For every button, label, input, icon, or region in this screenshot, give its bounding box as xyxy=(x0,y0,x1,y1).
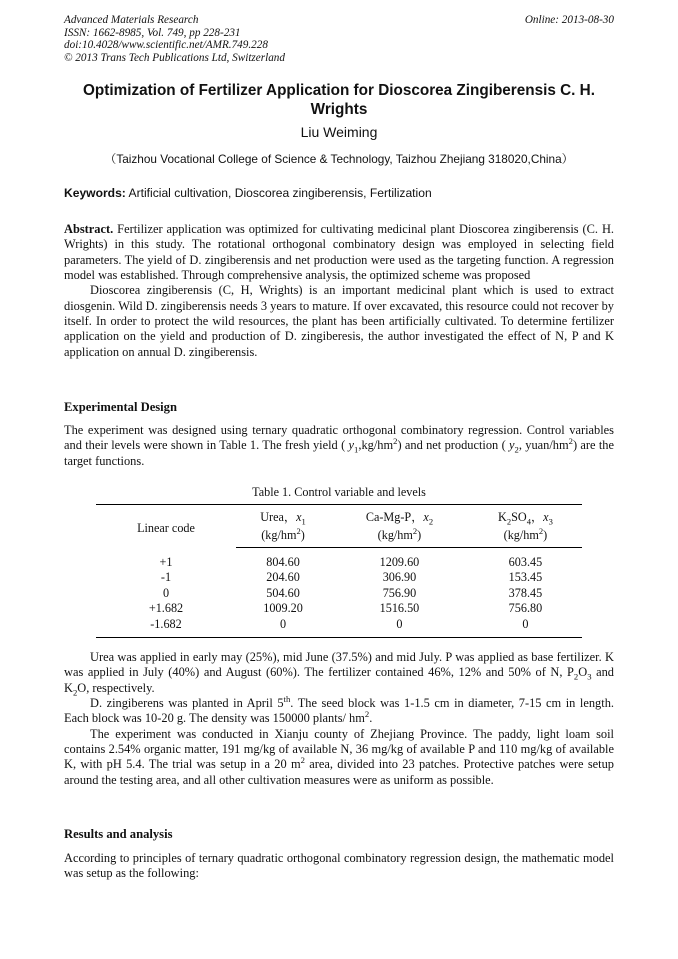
results-paragraph: According to principles of ternary quadratic orthogonal combinatory regression design, the mathematic model was setup as the following: xyxy=(64,851,614,881)
author-affiliation: （Taizhou Vocational College of Science & Technology, Taizhou Zhejiang 318020,China） xyxy=(104,152,574,166)
table-row: -1 204.60 306.90 153.45 xyxy=(160,570,543,585)
results-heading: Results and analysis xyxy=(64,827,173,841)
unit-k2so4: $(kg/hm^2)$ xyxy=(469,526,582,548)
journal-name: Advanced Materials Research xyxy=(64,14,199,26)
site-paragraph: The experiment was conducted in Xianju county of Zhejiang Province. The paddy, light loam soil contains 2.54% organic matter, 191 mg/kg of available N, 36 mg/kg of available P and 110 mg/kg of available K, with pH 5.4. The trial was setup in a 20 $m^2$ area, divided into 23 patches. Protective patches were setup around the testing area, and all other cultivation measures were as uniform as possible. xyxy=(64,726,614,787)
header-linear-code: Linear code xyxy=(96,505,236,548)
methods-section xyxy=(64,650,614,788)
online-date: Online: 2013-08-30 xyxy=(524,14,614,26)
paper-title: Optimization of Fertilizer Application for Dioscorea Zingiberensis C. H. Wrights xyxy=(83,82,595,118)
copyright-line: © 2013 Trans Tech Publications Ltd, Switzerland xyxy=(64,51,285,64)
header-ca-mg-p: Ca-Mg-P，$x_2$ xyxy=(330,505,469,527)
planting-paragraph: D. zingiberens was planted in April 5th. The seed block was 1-1.5 cm in diameter, 7-15 cm in length. Each block was 10-20 g. The density was 150000 plants/ $hm^2$. xyxy=(64,693,614,726)
abstract-text: Fertilizer application was optimized for cultivating medicinal plant Dioscorea zingiberensis (C. H. Wrights) in this study. The rotational orthogonal combinatory design was employed in selecting field parameters. The yield of D. zingiberensis and net production were used as the targeting function. A regression model was established. Through comprehensive analysis, the optimized scheme was proposed xyxy=(64,222,614,283)
fertilizer-paragraph: Urea was applied in early may (25%), mid June (37.5%) and mid July. P was applied as base fertilizer. K was applied in July (40%) and August (60%). The fertilizer contained 46%, 12% and 50% of N, $P_2O_3$ and $K_2O$, respectively. xyxy=(64,650,614,698)
header-k2so4: $K_2SO_4$，$x_3$ xyxy=(469,505,582,527)
abstract-paragraph xyxy=(64,222,614,283)
table-row: +1.682 1009.20 1516.50 756.80 xyxy=(148,601,543,616)
doi-line: doi:10.4028/www.scientific.net/AMR.749.228 xyxy=(64,39,268,52)
issn-line: ISSN: 1662-8985, Vol. 749, pp 228-231 xyxy=(64,26,241,39)
table-row: -1.682 0 0 0 xyxy=(96,617,582,638)
control-variable-table xyxy=(96,504,582,638)
keywords xyxy=(64,186,614,200)
table-caption: Table 1. Control variable and levels xyxy=(252,485,426,499)
table-row: +1 804.60 1209.60 603.45 xyxy=(159,554,543,569)
keywords-label: Keywords: xyxy=(64,186,126,200)
unit-ca-mg-p: $(kg/hm^2)$ xyxy=(330,526,469,548)
intro-paragraph: Dioscorea zingiberensis (C, H, Wrights) is an important medicinal plant which is used to extract diosgenin. Wild D. zingiberensis needs 3 years to mature. If over excavated, this resource could not recover by itself. In order to protect the wild resources, the plant has been artificially cultivated. To determine fertilizer application on the yield and production of D. zingiberesis, the author investigated the effect of N, P and K application on annual D. zingiberensis. xyxy=(64,283,614,359)
header-urea: Urea，$x_1$ xyxy=(236,505,330,527)
experimental-heading: Experimental Design xyxy=(64,400,177,414)
unit-urea: $(kg/hm^2)$ xyxy=(236,526,330,548)
abstract-section xyxy=(64,222,614,360)
experimental-paragraph: The experiment was designed using ternary quadratic orthogonal combinatory regression. Control variables and their levels were shown in Table 1. The fresh yield ( $y_1,kg/hm^2$) and net production ( $y_2$, yuan/$hm^2$) are the target functions. xyxy=(64,423,614,468)
author-name: Liu Weiming xyxy=(300,124,378,140)
abstract-label: Abstract. xyxy=(64,222,114,236)
keywords-text: Artificial cultivation, Dioscorea zingiberensis, Fertilization xyxy=(128,186,432,200)
table-row: 0 504.60 756.90 378.45 xyxy=(162,585,543,600)
journal-header xyxy=(64,14,614,64)
